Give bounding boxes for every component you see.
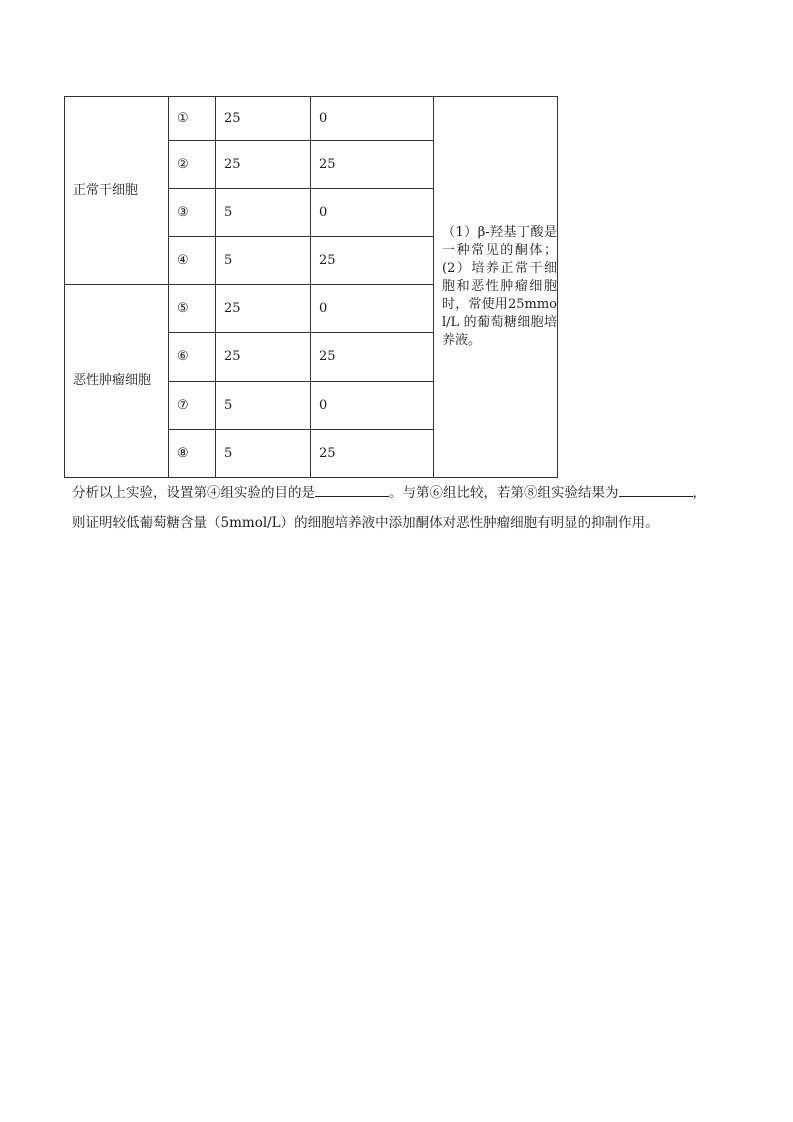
- group-label-malignant-tumor-cell: 恶性肿瘤细胞: [65, 285, 169, 478]
- group-number: ⑤: [169, 285, 216, 333]
- ketone-value: 25: [311, 430, 434, 478]
- group-number: ⑥: [169, 333, 216, 382]
- experiment-table: [64, 96, 558, 478]
- ketone-value: 25: [311, 237, 434, 285]
- group-number: ⑧: [169, 430, 216, 478]
- question-text-part1: 分析以上实验，设置第④组实验的目的是: [72, 485, 315, 501]
- group-number: ①: [169, 97, 216, 141]
- table-note: （1）β-羟基丁酸是一种常见的酮体；(2）培养正常干细胞和恶性肿瘤细胞时，常使用25mmol/L 的葡萄糖细胞培养液。: [434, 97, 558, 478]
- glucose-value: 25: [216, 285, 311, 333]
- answer-blank-1[interactable]: [315, 482, 389, 497]
- glucose-value: 5: [216, 189, 311, 237]
- ketone-value: 25: [311, 141, 434, 189]
- group-number: ②: [169, 141, 216, 189]
- table-row: [65, 97, 558, 141]
- group-number: ④: [169, 237, 216, 285]
- question-line-1: [72, 482, 752, 503]
- group-label-normal-stem-cell: 正常干细胞: [65, 97, 169, 285]
- ketone-value: 0: [311, 97, 434, 141]
- answer-blank-2[interactable]: [619, 482, 693, 497]
- glucose-value: 5: [216, 237, 311, 285]
- question-text-part3: ，: [692, 485, 706, 501]
- group-number: ⑦: [169, 382, 216, 430]
- question-text-part2: 。与第⑥组比较，若第⑧组实验结果为: [389, 485, 619, 501]
- group-number: ③: [169, 189, 216, 237]
- glucose-value: 5: [216, 382, 311, 430]
- glucose-value: 25: [216, 333, 311, 382]
- ketone-value: 0: [311, 285, 434, 333]
- glucose-value: 25: [216, 141, 311, 189]
- glucose-value: 25: [216, 97, 311, 141]
- ketone-value: 0: [311, 189, 434, 237]
- ketone-value: 0: [311, 382, 434, 430]
- question-line-2: 则证明较低葡萄糖含量（5mmol/L）的细胞培养液中添加酮体对恶性肿瘤细胞有明显的抑制作用。: [72, 515, 659, 531]
- ketone-value: 25: [311, 333, 434, 382]
- glucose-value: 5: [216, 430, 311, 478]
